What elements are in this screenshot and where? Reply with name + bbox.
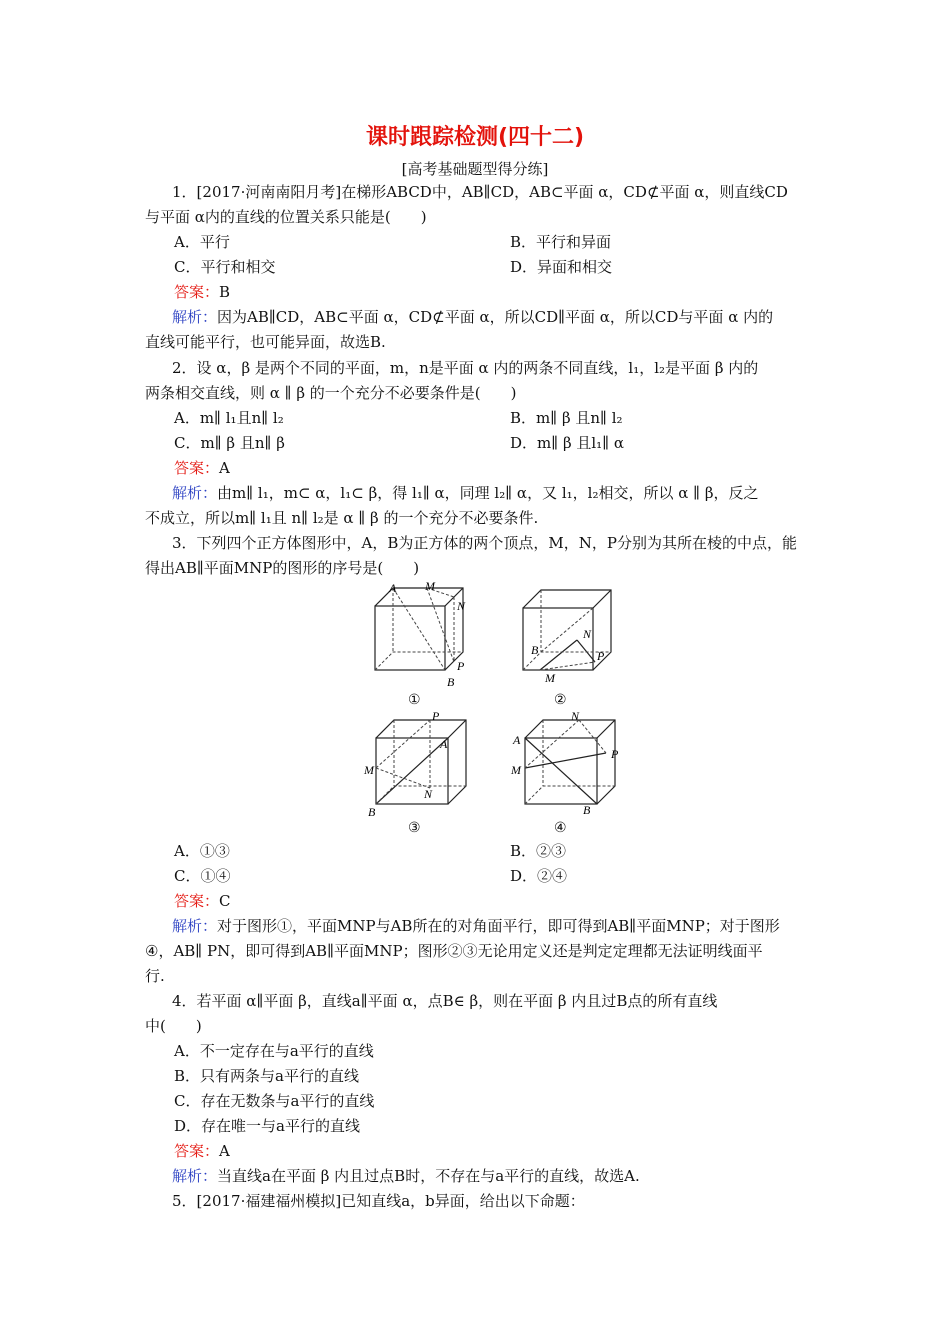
svg-text:M: M [364,763,374,777]
section-subtitle: [高考基础题型得分练] [401,160,549,178]
analysis-text: 对于图形①，平面MNP与AB所在的对角面平行，即可得到AB∥平面MNP；对于图形 [217,917,780,935]
svg-text:P: P [611,747,619,761]
q3-analysis-line1 [172,915,834,937]
answer-label: 答案： [174,1142,220,1160]
q3-stem-line1: 3．下列四个正方体图形中，A，B为正方体的两个顶点，M，N，P分别为其所在棱的中点，能 [172,534,797,552]
answer-value: B [219,283,231,301]
analysis-text: 由m∥ l₁，m⊂ α，l₁⊂ β，得 l₁∥ α，同理 l₂∥ α，又 l₁，l₂相交，所以 α ∥ β，反之 [217,484,759,502]
q4-option-b: B．只有两条与a平行的直线 [174,1067,359,1085]
svg-text:A: A [389,582,397,595]
q1-option-d: D．异面和相交 [510,258,613,276]
q2-stem-line2: 两条相交直线，则 α ∥ β 的一个充分不必要条件是( ) [145,384,517,402]
q4-option-c: C．存在无数条与a平行的直线 [174,1092,375,1110]
svg-text:A: A [440,737,448,751]
q3-option-c: C．①④ [174,867,231,885]
figure-label-4: ④ [554,820,567,836]
svg-text:B: B [583,803,591,817]
analysis-text: 因为AB∥CD，AB⊂平面 α，CD⊄平面 α，所以CD∥平面 α，所以CD与平面 α 内的 [217,308,774,326]
q3-stem-line2: 得出AB∥平面MNP的图形的序号是( ) [145,559,420,577]
q1-stem-line2: 与平面 α内的直线的位置关系只能是( ) [145,208,427,226]
q1-answer [174,281,230,303]
figure-label-3: ③ [408,820,421,836]
answer-value: A [219,459,230,477]
q4-option-a: A．不一定存在与a平行的直线 [174,1042,374,1060]
q2-answer [174,457,230,479]
svg-text:B: B [531,643,539,657]
q2-option-d: D．m∥ β 且l₁∥ α [510,434,625,452]
svg-text:M: M [545,671,555,685]
q4-stem-line2: 中( ) [145,1017,202,1035]
page-title: 课时跟踪检测(四十二) [365,125,585,150]
analysis-text: 当直线a在平面 β 内且过点B时，不存在与a平行的直线，故选A. [217,1167,640,1185]
q1-stem-line1: 1．[2017·河南南阳月考]在梯形ABCD中，AB∥CD，AB⊂平面 α，CD⊄平面 α，则直线CD [172,183,788,201]
q2-stem-line1: 2．设 α，β 是两个不同的平面，m，n是平面 α 内的两条不同直线，l₁，l₂是平面 β 内的 [172,359,759,377]
svg-text:P: P [457,659,465,673]
q1-option-a: A．平行 [174,233,230,251]
svg-text:N: N [424,787,433,801]
q1-analysis-line1 [172,306,834,328]
cube-figure-4 [505,710,625,822]
svg-text:B: B [447,675,455,689]
analysis-label: 解析： [172,1167,218,1185]
q4-answer [174,1140,230,1162]
svg-text:P: P [432,710,440,723]
answer-value: A [219,1142,230,1160]
q2-option-a: A．m∥ l₁且n∥ l₂ [174,409,284,427]
q2-analysis-line2: 不成立，所以m∥ l₁且 n∥ l₂是 α ∥ β 的一个充分不必要条件. [145,509,539,527]
q1-analysis-line2: 直线可能平行，也可能异面，故选B. [145,333,386,351]
q3-analysis-line3: 行. [145,967,165,985]
q1-option-b: B．平行和异面 [510,233,612,251]
q4-option-d: D．存在唯一与a平行的直线 [174,1117,360,1135]
svg-text:N: N [583,627,592,641]
q4-stem-line1: 4．若平面 α∥平面 β，直线a∥平面 α，点B∈ β，则在平面 β 内且过B点的所有直线 [172,992,718,1010]
figure-label-2: ② [554,692,567,708]
answer-label: 答案： [174,283,220,301]
q2-option-b: B．m∥ β 且n∥ l₂ [510,409,623,427]
answer-value: C [219,892,231,910]
q4-analysis-line1 [172,1165,834,1187]
q3-answer [174,890,231,912]
cube-figure-1 [365,582,470,690]
analysis-label: 解析： [172,308,218,326]
q2-analysis-line1 [172,482,834,504]
q3-option-b: B．②③ [510,842,567,860]
q1-option-c: C．平行和相交 [174,258,276,276]
svg-text:M: M [511,763,521,777]
q2-option-c: C．m∥ β 且n∥ β [174,434,285,452]
answer-label: 答案： [174,892,220,910]
q3-option-a: A．①③ [174,842,230,860]
svg-text:M: M [425,582,435,593]
q3-option-d: D．②④ [510,867,568,885]
svg-text:P: P [597,649,605,663]
answer-label: 答案： [174,459,220,477]
svg-text:N: N [571,710,580,723]
figure-label-1: ① [408,692,421,708]
svg-text:A: A [513,733,521,747]
svg-text:B: B [368,805,376,819]
cube-figure-2 [505,582,615,690]
q3-analysis-line2: ④，AB∥ PN，即可得到AB∥平面MNP；图形②③无论用定义还是判定定理都无法证明线面平 [145,942,763,960]
analysis-label: 解析： [172,484,218,502]
q5-stem-line1: 5．[2017·福建福州模拟]已知直线a，b异面，给出以下命题： [172,1192,585,1210]
svg-text:N: N [457,599,466,613]
analysis-label: 解析： [172,917,218,935]
cube-figure-3 [362,710,472,820]
